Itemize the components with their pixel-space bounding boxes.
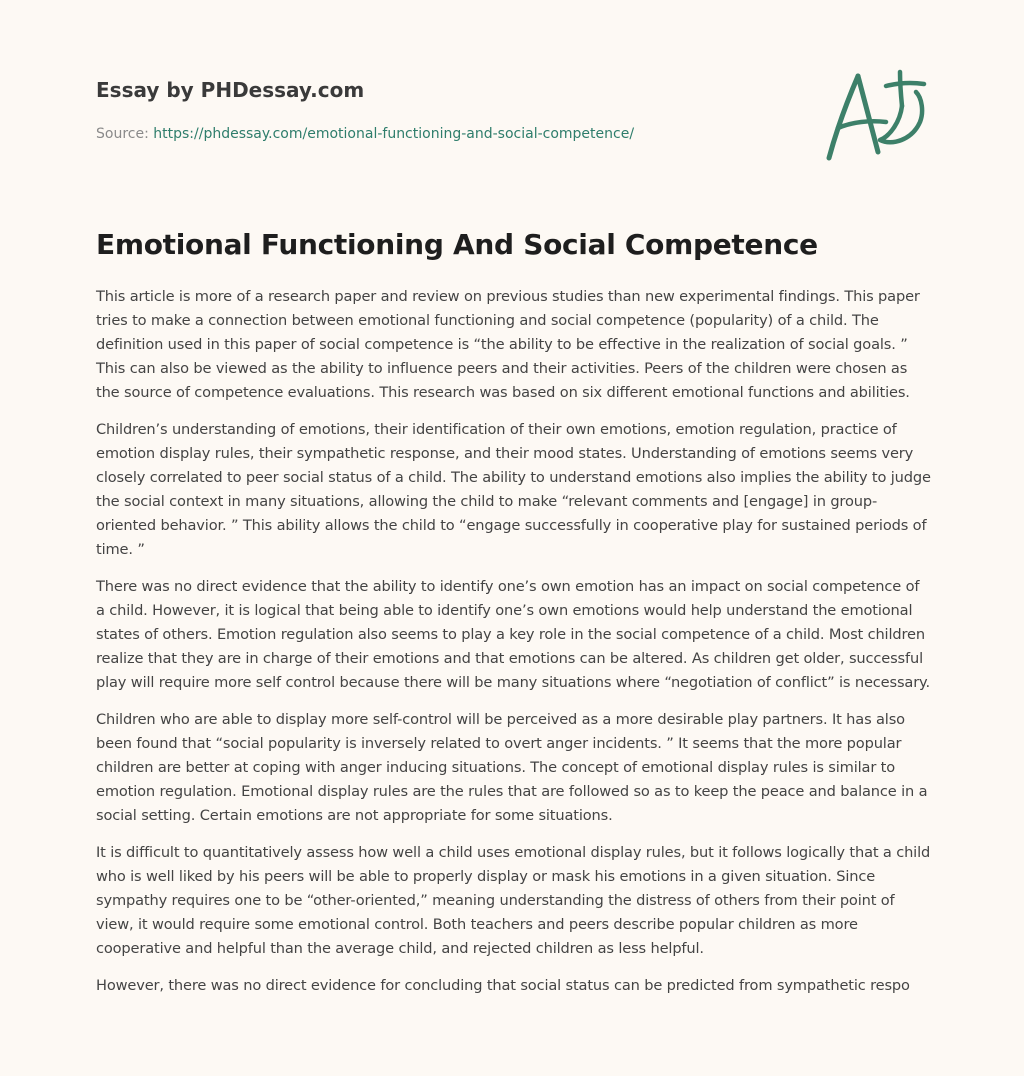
site-title: Essay by PHDessay.com xyxy=(96,78,365,102)
a-plus-grade-icon xyxy=(820,66,932,166)
essay-paragraph: Children who are able to display more self-control will be perceived as a more desirable play partners. It has also been found that “social popularity is inversely related to overt anger incidents. ” It seems that the more popular children are better at coping with anger inducing situations. The concept of emotional display rules is similar to emotion regulation. Emotional display rules are the rules that are followed so as to keep the peace and balance in a social setting. Certain emotions are not appropriate for some situations. xyxy=(96,711,928,824)
source-line xyxy=(96,124,796,144)
source-label: Source: xyxy=(96,126,154,142)
essay-paragraph: However, there was no direct evidence for concluding that social status can be predicted from sympathetic respo xyxy=(96,977,910,994)
source-link[interactable]: https://phdessay.com/emotional-functioning-and-social-competence/ xyxy=(153,126,635,142)
page-header xyxy=(96,76,796,144)
essay-paragraph: Children’s understanding of emotions, their identification of their own emotions, emotion regulation, practice of emotion display rules, their sympathetic response, and their mood states. Understanding of emotions seems very closely correlated to peer social status of a child. The ability to understand emotions also implies the ability to judge the social context in many situations, allowing the child to make “relevant comments and [engage] in group-oriented behavior. ” This ability allows the child to “engage successfully in cooperative play for sustained periods of time. ” xyxy=(96,421,931,558)
essay-title: Emotional Functioning And Social Competence xyxy=(96,228,818,261)
essay-body xyxy=(96,285,932,1011)
essay-paragraph: It is difficult to quantitatively assess how well a child uses emotional display rules, but it follows logically that a child who is well liked by his peers will be able to properly display or mask his emotions in a given situation. Since sympathy requires one to be “other-oriented,” meaning understanding the distress of others from their point of view, it would require some emotional control. Both teachers and peers describe popular children as more cooperative and helpful than the average child, and rejected children as less helpful. xyxy=(96,844,931,957)
essay-paragraph: This article is more of a research paper and review on previous studies than new experimental findings. This paper tries to make a connection between emotional functioning and social competence (popularity) of a child. The definition used in this paper of social competence is “the ability to be effective in the realization of social goals. ” This can also be viewed as the ability to influence peers and their activities. Peers of the children were chosen as the source of competence evaluations. This research was based on six different emotional functions and abilities. xyxy=(96,288,920,401)
essay-paragraph: There was no direct evidence that the ability to identify one’s own emotion has an impact on social competence of a child. However, it is logical that being able to identify one’s own emotions would help understand the emotional states of others. Emotion regulation also seems to play a key role in the social competence of a child. Most children realize that they are in charge of their emotions and that emotions can be altered. As children get older, successful play will require more self control because there will be many situations where “negotiation of conflict” is necessary. xyxy=(96,578,930,691)
